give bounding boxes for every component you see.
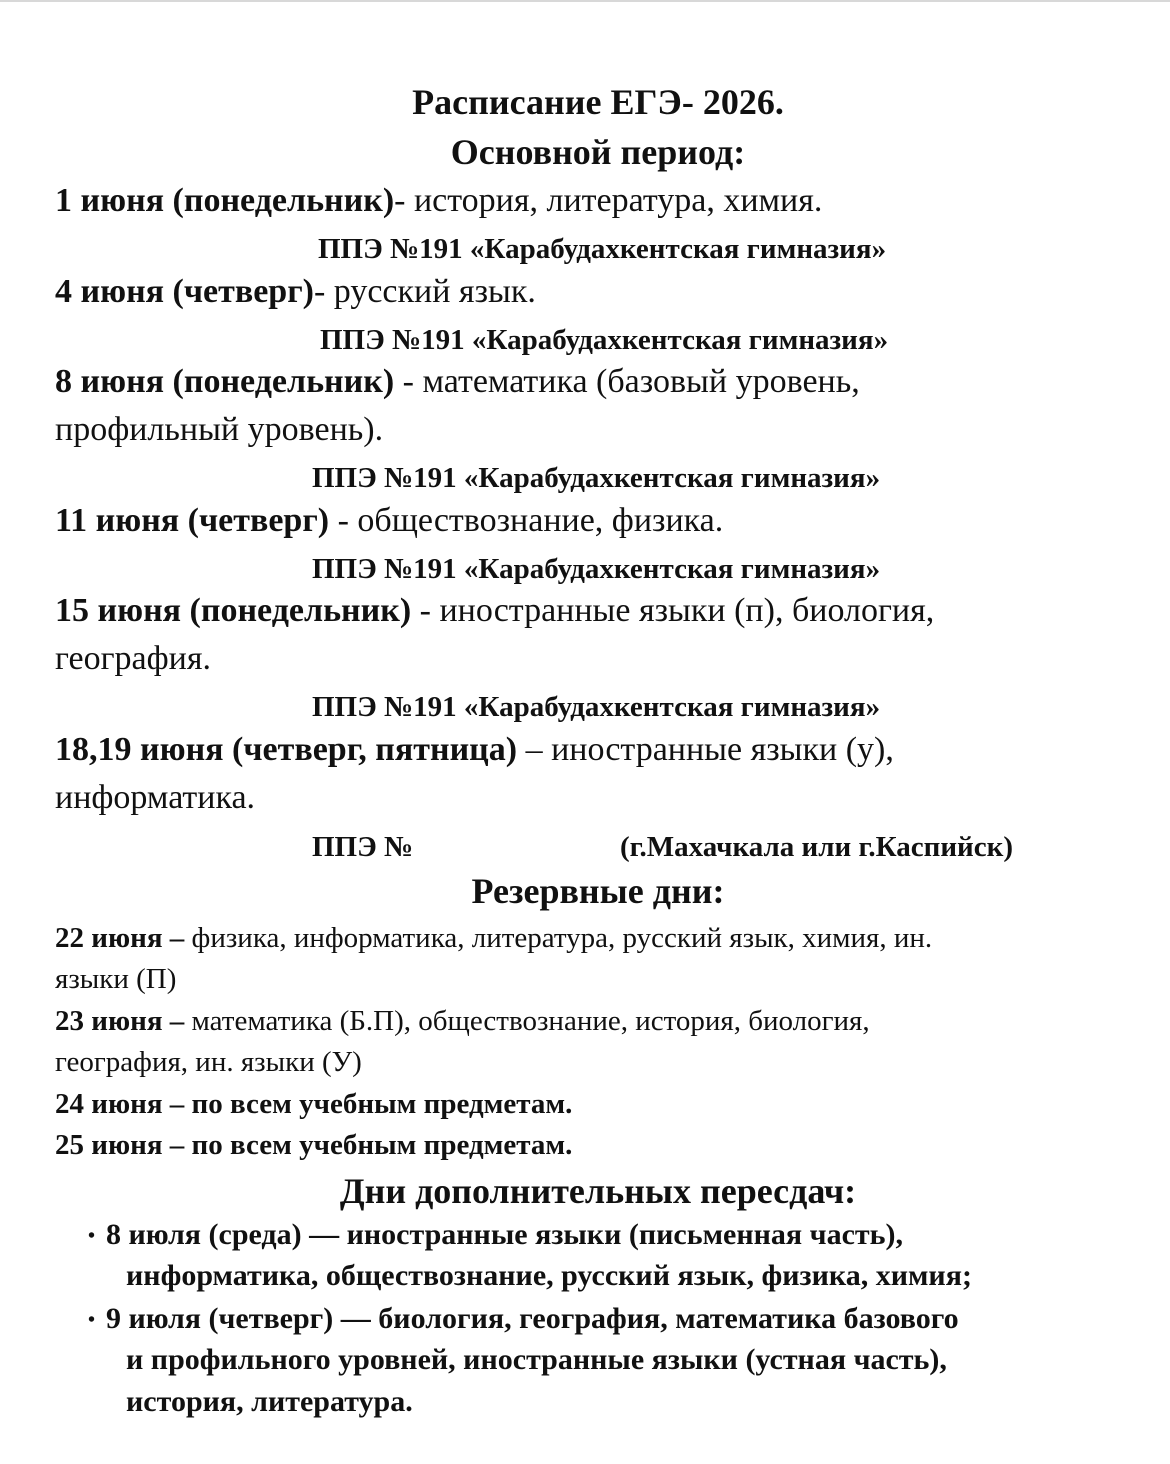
- subjects-text: - история, литература, химия.: [394, 182, 823, 219]
- subjects-continuation: информатика.: [55, 779, 256, 816]
- date-label: 23 июня –: [55, 1005, 185, 1037]
- retake-jul9-line2: и профильного уровней, иностранные языки (устная часть),: [126, 1343, 947, 1376]
- subjects-continuation: география.: [55, 640, 211, 677]
- top-border: [0, 0, 1170, 2]
- date-label: 4 июня (четверг): [55, 273, 314, 310]
- main-period-heading: Основной период:: [450, 132, 746, 172]
- schedule-item-jun11: [55, 502, 723, 540]
- reserve-item-jun22: [55, 922, 932, 955]
- date-label: 1 июня (понедельник): [55, 182, 395, 219]
- subjects-continuation: языки (П): [55, 963, 177, 995]
- bullet-marker: •: [88, 1309, 96, 1331]
- date-label: 15 июня (понедельник): [55, 592, 412, 629]
- reserve-item-jun25: 25 июня – по всем учебным предметам.: [55, 1129, 573, 1161]
- reserve-days-heading: Резервные дни:: [471, 871, 725, 911]
- ppe-city-label: (г.Махачкала или г.Каспийск): [620, 831, 1014, 863]
- schedule-item-jun8: [55, 363, 860, 401]
- bullet-marker: •: [88, 1225, 96, 1247]
- subjects-text: - математика (базовый уровень,: [394, 363, 860, 400]
- retake-jul8-line1: 8 июля (среда) — иностранные языки (письменная часть),: [106, 1218, 903, 1251]
- schedule-item-jun4: [55, 273, 536, 311]
- page-title: Расписание ЕГЭ- 2026.: [412, 82, 784, 122]
- retake-jul8-line2: информатика, обществознание, русский язык, физика, химия;: [126, 1259, 972, 1292]
- reserve-item-jun24: 24 июня – по всем учебным предметам.: [55, 1088, 573, 1120]
- date-label: 8 июня (понедельник): [55, 363, 395, 400]
- subjects-text: - иностранные языки (п), биология,: [411, 592, 935, 629]
- ppe-location: ППЭ №191 «Карабудахкентская гимназия»: [312, 691, 881, 723]
- ppe-location: ППЭ №191 «Карабудахкентская гимназия»: [320, 324, 889, 356]
- date-label: 11 июня (четверг): [55, 502, 330, 539]
- reserve-item-jun23: [55, 1005, 870, 1038]
- subjects-text: математика (Б.П), обществознание, история, биология,: [184, 1005, 870, 1037]
- ppe-location: ППЭ №191 «Карабудахкентская гимназия»: [312, 462, 881, 494]
- date-label: 18,19 июня (четверг, пятница): [55, 731, 518, 768]
- extra-retakes-heading: Дни дополнительных пересдач:: [339, 1171, 857, 1211]
- subjects-text: - русский язык.: [313, 273, 536, 310]
- schedule-item-jun18-19: [55, 731, 894, 769]
- retake-jul9-line1: 9 июля (четверг) — биология, география, математика базового: [106, 1302, 959, 1335]
- subjects-text: – иностранные языки (у),: [517, 731, 894, 768]
- subjects-text: - обществознание, физика.: [329, 502, 724, 539]
- ppe-location: ППЭ №191 «Карабудахкентская гимназия»: [312, 553, 881, 585]
- subjects-text: физика, информатика, литература, русский язык, химия, ин.: [184, 922, 933, 954]
- schedule-item-jun1: [55, 182, 822, 220]
- subjects-continuation: профильный уровень).: [55, 411, 384, 448]
- schedule-item-jun15: [55, 592, 934, 630]
- date-label: 22 июня –: [55, 922, 185, 954]
- ppe-location: ППЭ №191 «Карабудахкентская гимназия»: [318, 233, 887, 265]
- retake-jul9-line3: история, литература.: [126, 1385, 413, 1418]
- ppe-number-label: ППЭ №: [312, 831, 414, 863]
- subjects-continuation: география, ин. языки (У): [55, 1046, 362, 1078]
